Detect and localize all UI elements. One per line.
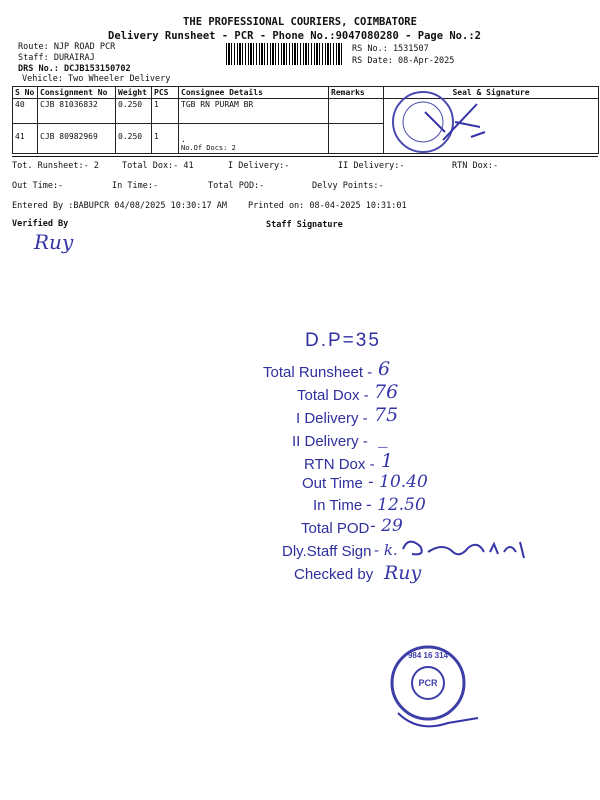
col-weight: Weight <box>116 87 152 99</box>
summary-value: 1 <box>381 450 394 472</box>
verified-initials: Ruy <box>34 230 74 254</box>
cell-consignee <box>179 124 329 154</box>
delvy-points: Delvy Points:- <box>312 181 384 191</box>
cell-weight: 0.250 <box>116 99 152 124</box>
staff-signature-label: Staff Signature <box>266 220 343 230</box>
col-pcs: PCS <box>152 87 179 99</box>
total-dox: Total Dox:- 41 <box>122 161 194 171</box>
vehicle-text: Vehicle: Two Wheeler Delivery <box>22 74 171 84</box>
in-time: In Time:- <box>112 181 159 191</box>
consignment-table <box>12 86 599 154</box>
summary-value: 76 <box>374 381 399 403</box>
seal-stamp <box>385 82 495 162</box>
summary-label: Total POD <box>301 520 370 537</box>
entered-by: Entered By :BABUPCR 04/08/2025 10:30:17 AM <box>12 201 227 211</box>
divider <box>12 156 598 157</box>
cell-remarks <box>329 99 384 124</box>
summary-value: - 12.50 <box>366 495 426 515</box>
summary-value: 6 <box>378 358 391 380</box>
summary-value: Ruy <box>384 562 422 584</box>
drs-number: DRS No.: DCJB153150702 <box>18 64 131 74</box>
summary-value: - k. <box>374 541 398 559</box>
docs-note: No.Of Docs: 2 <box>181 144 236 152</box>
dp-note: D.P=35 <box>305 330 381 351</box>
cell-pcs: 1 <box>152 99 179 124</box>
consignee-dot: . <box>181 135 186 144</box>
summary-label: RTN Dox - <box>304 456 375 473</box>
barcode <box>226 43 342 65</box>
summary-label: Total Runsheet - <box>263 364 373 381</box>
rs-number: RS No.: 1531507 <box>352 44 429 54</box>
summary-label: Total Dox - <box>297 387 369 404</box>
col-remarks: Remarks <box>329 87 384 99</box>
table-row <box>13 99 599 124</box>
cell-sno: 40 <box>13 99 38 124</box>
cell-pcs: 1 <box>152 124 179 154</box>
col-seal-signature: Seal & Signature <box>384 87 599 99</box>
cell-weight: 0.250 <box>116 124 152 154</box>
cell-consignee: TGB RN PURAM BR <box>179 99 329 124</box>
cell-consignment: CJB 81036832 <box>38 99 116 124</box>
summary-label: In Time <box>313 497 363 514</box>
summary-value: - 29 <box>370 516 403 536</box>
summary-value: _ <box>378 426 388 448</box>
company-title: THE PROFESSIONAL COURIERS, COIMBATORE <box>183 16 417 28</box>
summary-label: Checked by <box>294 566 374 583</box>
printed-on: Printed on: 08-04-2025 10:31:01 <box>248 201 407 211</box>
out-time: Out Time:- <box>12 181 64 191</box>
cell-remarks <box>329 124 384 154</box>
summary-value: 75 <box>374 404 399 426</box>
rs-date: RS Date: 08-Apr-2025 <box>352 56 455 66</box>
summary-label: Dly.Staff Sign <box>282 543 372 560</box>
pcr-stamp <box>378 638 488 738</box>
table-header-row <box>13 87 599 99</box>
runsheet-title: Delivery Runsheet - PCR - Phone No.:9047080280 - Page No.:2 <box>108 30 481 42</box>
cell-sno: 41 <box>13 124 38 154</box>
i-delivery: I Delivery:- <box>228 161 290 171</box>
staff-text: Staff: DURAIRAJ <box>18 53 95 63</box>
summary-value: - 10.40 <box>368 472 428 492</box>
stamp-ring-text: 984 16 314 <box>407 651 449 660</box>
verified-by-label: Verified By <box>12 219 69 229</box>
staff-signature-scribble <box>398 534 538 564</box>
col-consignee: Consignee Details <box>179 87 329 99</box>
route-text: Route: NJP ROAD PCR <box>18 42 116 52</box>
summary-label: Out Time <box>302 475 363 492</box>
cell-consignment: CJB 80982969 <box>38 124 116 154</box>
stamp-center-text: PCR <box>418 678 438 688</box>
rtn-dox: RTN Dox:- <box>452 161 499 171</box>
summary-label: I Delivery - <box>296 410 368 427</box>
col-consignment: Consignment No <box>38 87 116 99</box>
tot-runsheet: Tot. Runsheet:- 2 <box>12 161 99 171</box>
col-sno: S No <box>13 87 38 99</box>
summary-label: II Delivery - <box>292 433 368 450</box>
total-pod: Total POD:- <box>208 181 265 191</box>
ii-delivery: II Delivery:- <box>338 161 405 171</box>
